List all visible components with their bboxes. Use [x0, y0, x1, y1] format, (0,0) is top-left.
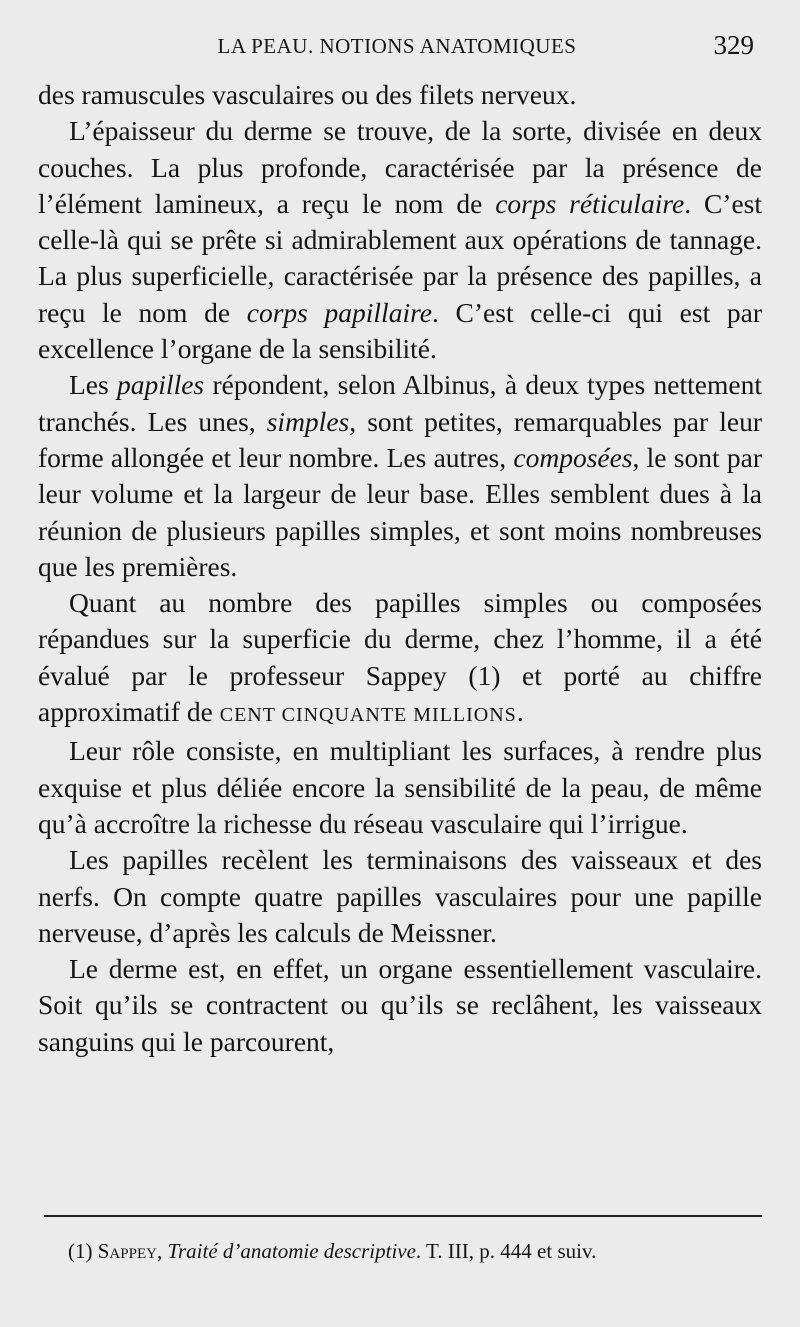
running-title: LA PEAU. NOTIONS ANATOMIQUES	[217, 34, 577, 58]
paragraph-text: .	[516, 696, 524, 728]
footnote-author: Sappey	[97, 1239, 157, 1263]
paragraph-text: L’épaisseur du derme se trouve, de la sorte, divisée en deux couches. La plus profonde, caractérisée par la présence de l’élément lamineux, a reçu le nom de	[38, 115, 762, 219]
paragraph-text: répondent, selon Albinus, à deux types nettement tranchés. Les unes,	[38, 369, 762, 437]
footnote-separator: ,	[156, 1239, 168, 1263]
paragraph-text: , le sont par leur volume et la largeur de leur base. Elles semblent dues à la réunion de plusieurs papilles simples, et sont moins nombreuses que les premières.	[38, 441, 763, 582]
paragraph-text: , sont petites, remarquables par leur forme allongée et leur nombre. Les autres,	[38, 405, 763, 473]
paragraph-papilles	[38, 367, 762, 585]
footnote-reference: . T. III, p. 444 et suiv.	[415, 1239, 597, 1263]
paragraph-text: Les papilles recèlent les terminaisons des vaisseaux et des nerfs. On compte quatre papilles vasculaires pour une papille nerveuse, d’après les calculs de Meissner.	[38, 844, 762, 948]
italic-term: corps réticulaire	[495, 187, 685, 219]
paragraph-text: des ramuscules vasculaires ou des filets nerveux.	[38, 79, 577, 110]
paragraph-text: . C’est celle-là qui se prête si admirablement aux opérations de tannage. La plus superficielle, caractérisée par la présence des papilles, a reçu le nom de	[38, 187, 763, 328]
paragraph-continuation	[38, 77, 762, 113]
italic-term: corps papillaire	[246, 296, 432, 328]
paragraph-text: Le derme est, en effet, un organe essentiellement vasculaire. Soit qu’ils se contractent ou qu’ils se reclâhent, les vaisseaux sanguins qui le parcourent,	[38, 953, 762, 1057]
page-number: 329	[713, 30, 754, 60]
page-header	[40, 30, 754, 66]
paragraph-terminaisons	[38, 842, 762, 951]
paragraph-text: Les	[69, 369, 118, 401]
paragraph-couches	[38, 113, 762, 367]
paragraph-vasculaire	[38, 951, 762, 1060]
italic-term: papilles	[117, 369, 205, 401]
italic-term: simples	[266, 405, 350, 437]
footnote-divider	[44, 1215, 762, 1217]
small-caps-text: CENT CINQUANTE MILLIONS	[219, 704, 517, 727]
paragraph-text: Quant au nombre des papilles simples ou composées répandues sur la superficie du derme, chez l’homme, il a été évalué par le professeur Sappey (1) et porté au chiffre approximatif de	[38, 587, 762, 728]
paragraph-role	[38, 733, 762, 842]
paragraph-text: . C’est celle-ci qui est par excellence l’organe de la sensibilité.	[38, 296, 763, 365]
footnote-title: Traité d’anatomie descriptive	[167, 1239, 416, 1263]
paragraph-text: Leur rôle consiste, en multipliant les surfaces, à rendre plus exquise et plus déliée encore la sensibilité de la peau, de même qu’à accroître la richesse du réseau vasculaire qui l’irrigue.	[38, 735, 762, 839]
paragraph-nombre	[38, 585, 762, 733]
body-text	[38, 77, 762, 1060]
footnote	[40, 1234, 762, 1268]
italic-term: composées	[513, 441, 633, 473]
footnote-marker: (1)	[68, 1239, 98, 1263]
